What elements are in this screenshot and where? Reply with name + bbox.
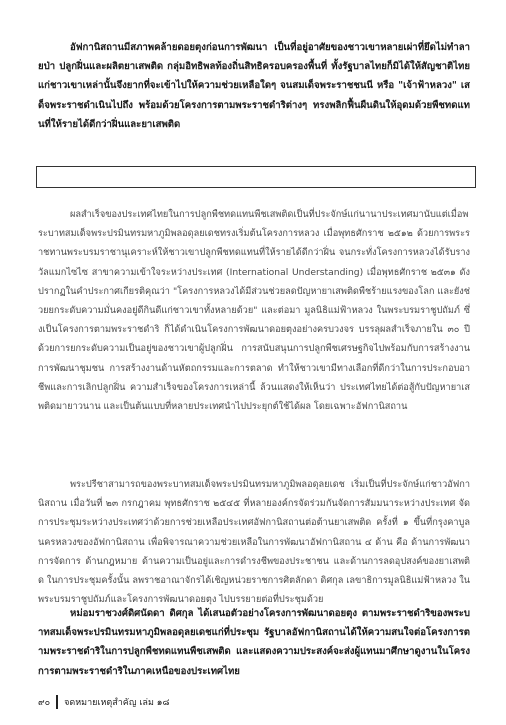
page-footer: [38, 694, 169, 710]
footer-divider: [56, 695, 58, 709]
paragraph-highlight-box: [36, 166, 476, 188]
paragraph-afghanistan-conference: พระปรีชาสามารถของพระบาทสมเด็จพระปรมินทรมหาภูมิพลอดุลยเดช เริ่มเป็นที่ประจักษ์แก่ชาวอัฟกานิสถาน เมื่อวันที่ ๒๓ กรกฎาคม พุทธศักราช ๒๕๔๕ ที่หลายองค์กรจัดร่วมกันจัดการสัมมนาระหว่างประเทศ จัดการประชุมระหว่างประเทศว่าด้วยการช่วยเหลือประเทศอัฟกานิสถานต่อต้านยาเสพติด ครั้งที่ ๑ ขึ้นที่กรุงคาบูล นครหลวงของอัฟกานิสถาน เพื่อพิจารณาความช่วยเหลือในการพัฒนาอัฟกานิสถาน ๔ ด้าน คือ ด้านการพัฒนาการจัดการ ด้านกฎหมาย ด้านความเป็นอยู่และการดำรงชีพของประชาชน และด้านการลดอุปสงค์ของยาเสพติด ในการประชุมครั้งนั้น ลพราชอาณาจักรได้เชิญหน่วยราชการศิตลักดา ดิศกุล เลขาธิการมูลนิธิแม่ฟ้าหลวง ในพระบรมราชูปถัมภ์และโครงการพัฒนาดอยตุง ไปบรรยายต่อที่ประชุมด้วย: [38, 479, 470, 606]
paragraph-proposal: หม่อมราชวงศ์ดิศนัดดา ดิศกุล ได้เสนอตัวอย่างโครงการพัฒนาดอยตุง ตามพระราชดำริของพระบาทสมเด็จพระปรมินทรมหาภูมิพลอดุลยเดชแก่ที่ประชุม รัฐบาลอัฟกานิสถานได้ให้ความสนใจต่อโครงการตามพระราชดำริในการปลูกพืชทดแทนพืชเสพติด และแสดงความประสงค์จะส่งผู้แทนมาศึกษาดูงานในโครงการตามพระราชดำริในภาคเหนือของประเทศไทย: [38, 608, 470, 677]
page-number: ๙๐: [38, 698, 51, 708]
paragraph-royal-project: ผลสำเร็จของประเทศไทยในการปลูกพืชทดแทนพืชเสพติดเป็นที่ประจักษ์แก่นานาประเทศมานับแต่เมื่อพระบาทสมเด็จพระปรมินทรมหาภูมิพลอดุลยเดชทรงเริ่มต้นโครงการหลวง เมื่อพุทธศักราช ๒๕๑๒ ด้วยการพระราชทานพระบรมราชานุเคราะห์ให้ชาวเขาปลูกพืชทดแทนที่ให้รายได้ดีกว่าฝิ่น จนกระทั่งโครงการหลวงได้รับรางวัลแมกไซไซ สาขาความเข้าใจระหว่างประเทศ (International Understanding) เมื่อพุทธศักราช ๒๕๓๑ ดังปรากฏในคำประกาศเกียรติคุณว่า "โครงการหลวงได้มีส่วนช่วยลดปัญหายาเสพติดพืชร้ายแรงของโลก และยังช่วยยกระดับความมั่นคงอยู่ดีกินดีแก่ชาวเขาทั้งหลายด้วย" และต่อมา มูลนิธิแม่ฟ้าหลวง ในพระบรมราชูปถัมภ์ ซึ่งเป็นโครงการตามพระราชดำริ ก็ได้ดำเนินโครงการพัฒนาดอยตุงอย่างครบวงจร บรรลุผลสำเร็จภายใน ๓๐ ปี ด้วยการยกระดับความเป็นอยู่ของชาวเขาผู้ปลูกฝิ่น การสนับสนุนการปลูกพืชเศรษฐกิจไปพร้อมกับการสร้างงาน การพัฒนาชุมชน การสร้างงานด้านหัตถกรรมและการตลาด ทำให้ชาวเขามีทางเลือกที่ดีกว่าในการประกอบอาชีพและการเลิกปลูกฝิ่น ความสำเร็จของโครงการเหล่านี้ ล้วนแสดงให้เห็นว่า ประเทศไทยได้ต่อสู้กับปัญหายาเสพติดมายาวนาน และเป็นต้นแบบที่หลายประเทศนำไปประยุกต์ใช้ได้ผล โดยเฉพาะอัฟกานิสถาน: [38, 209, 470, 413]
book-title: จดหมายเหตุสำคัญ เล่ม ๑๘: [64, 698, 170, 708]
paragraph-intro: อัฟกานิสถานมีสภาพคล้ายดอยตุงก่อนการพัฒนา เป็นที่อยู่อาศัยของชาวเขาหลายเผ่าที่ยึดไม่ทำลายป่า ปลูกฝิ่นและผลิตยาเสพติด กลุ่มอิทธิพลท้องถิ่นสิทธิครอบครองพื้นที่ ทั้งรัฐบาลไทยก็มิได้ให้สัญชาติไทยแก่ชาวเขาเหล่านั้นจึงยากที่จะเข้าไปให้ความช่วยเหลือใดๆ จนสมเด็จพระราชชนนี หรือ "เจ้าฟ้าหลวง" เสด็จพระราชดำเนินไปถึง พร้อมด้วยโครงการตามพระราชดำริต่างๆ ทรงพลิกฟื้นผืนดินให้อุดมด้วยพืชทดแทนที่ให้รายได้ดีกว่าฝิ่นและยาเสพติด: [38, 42, 470, 130]
